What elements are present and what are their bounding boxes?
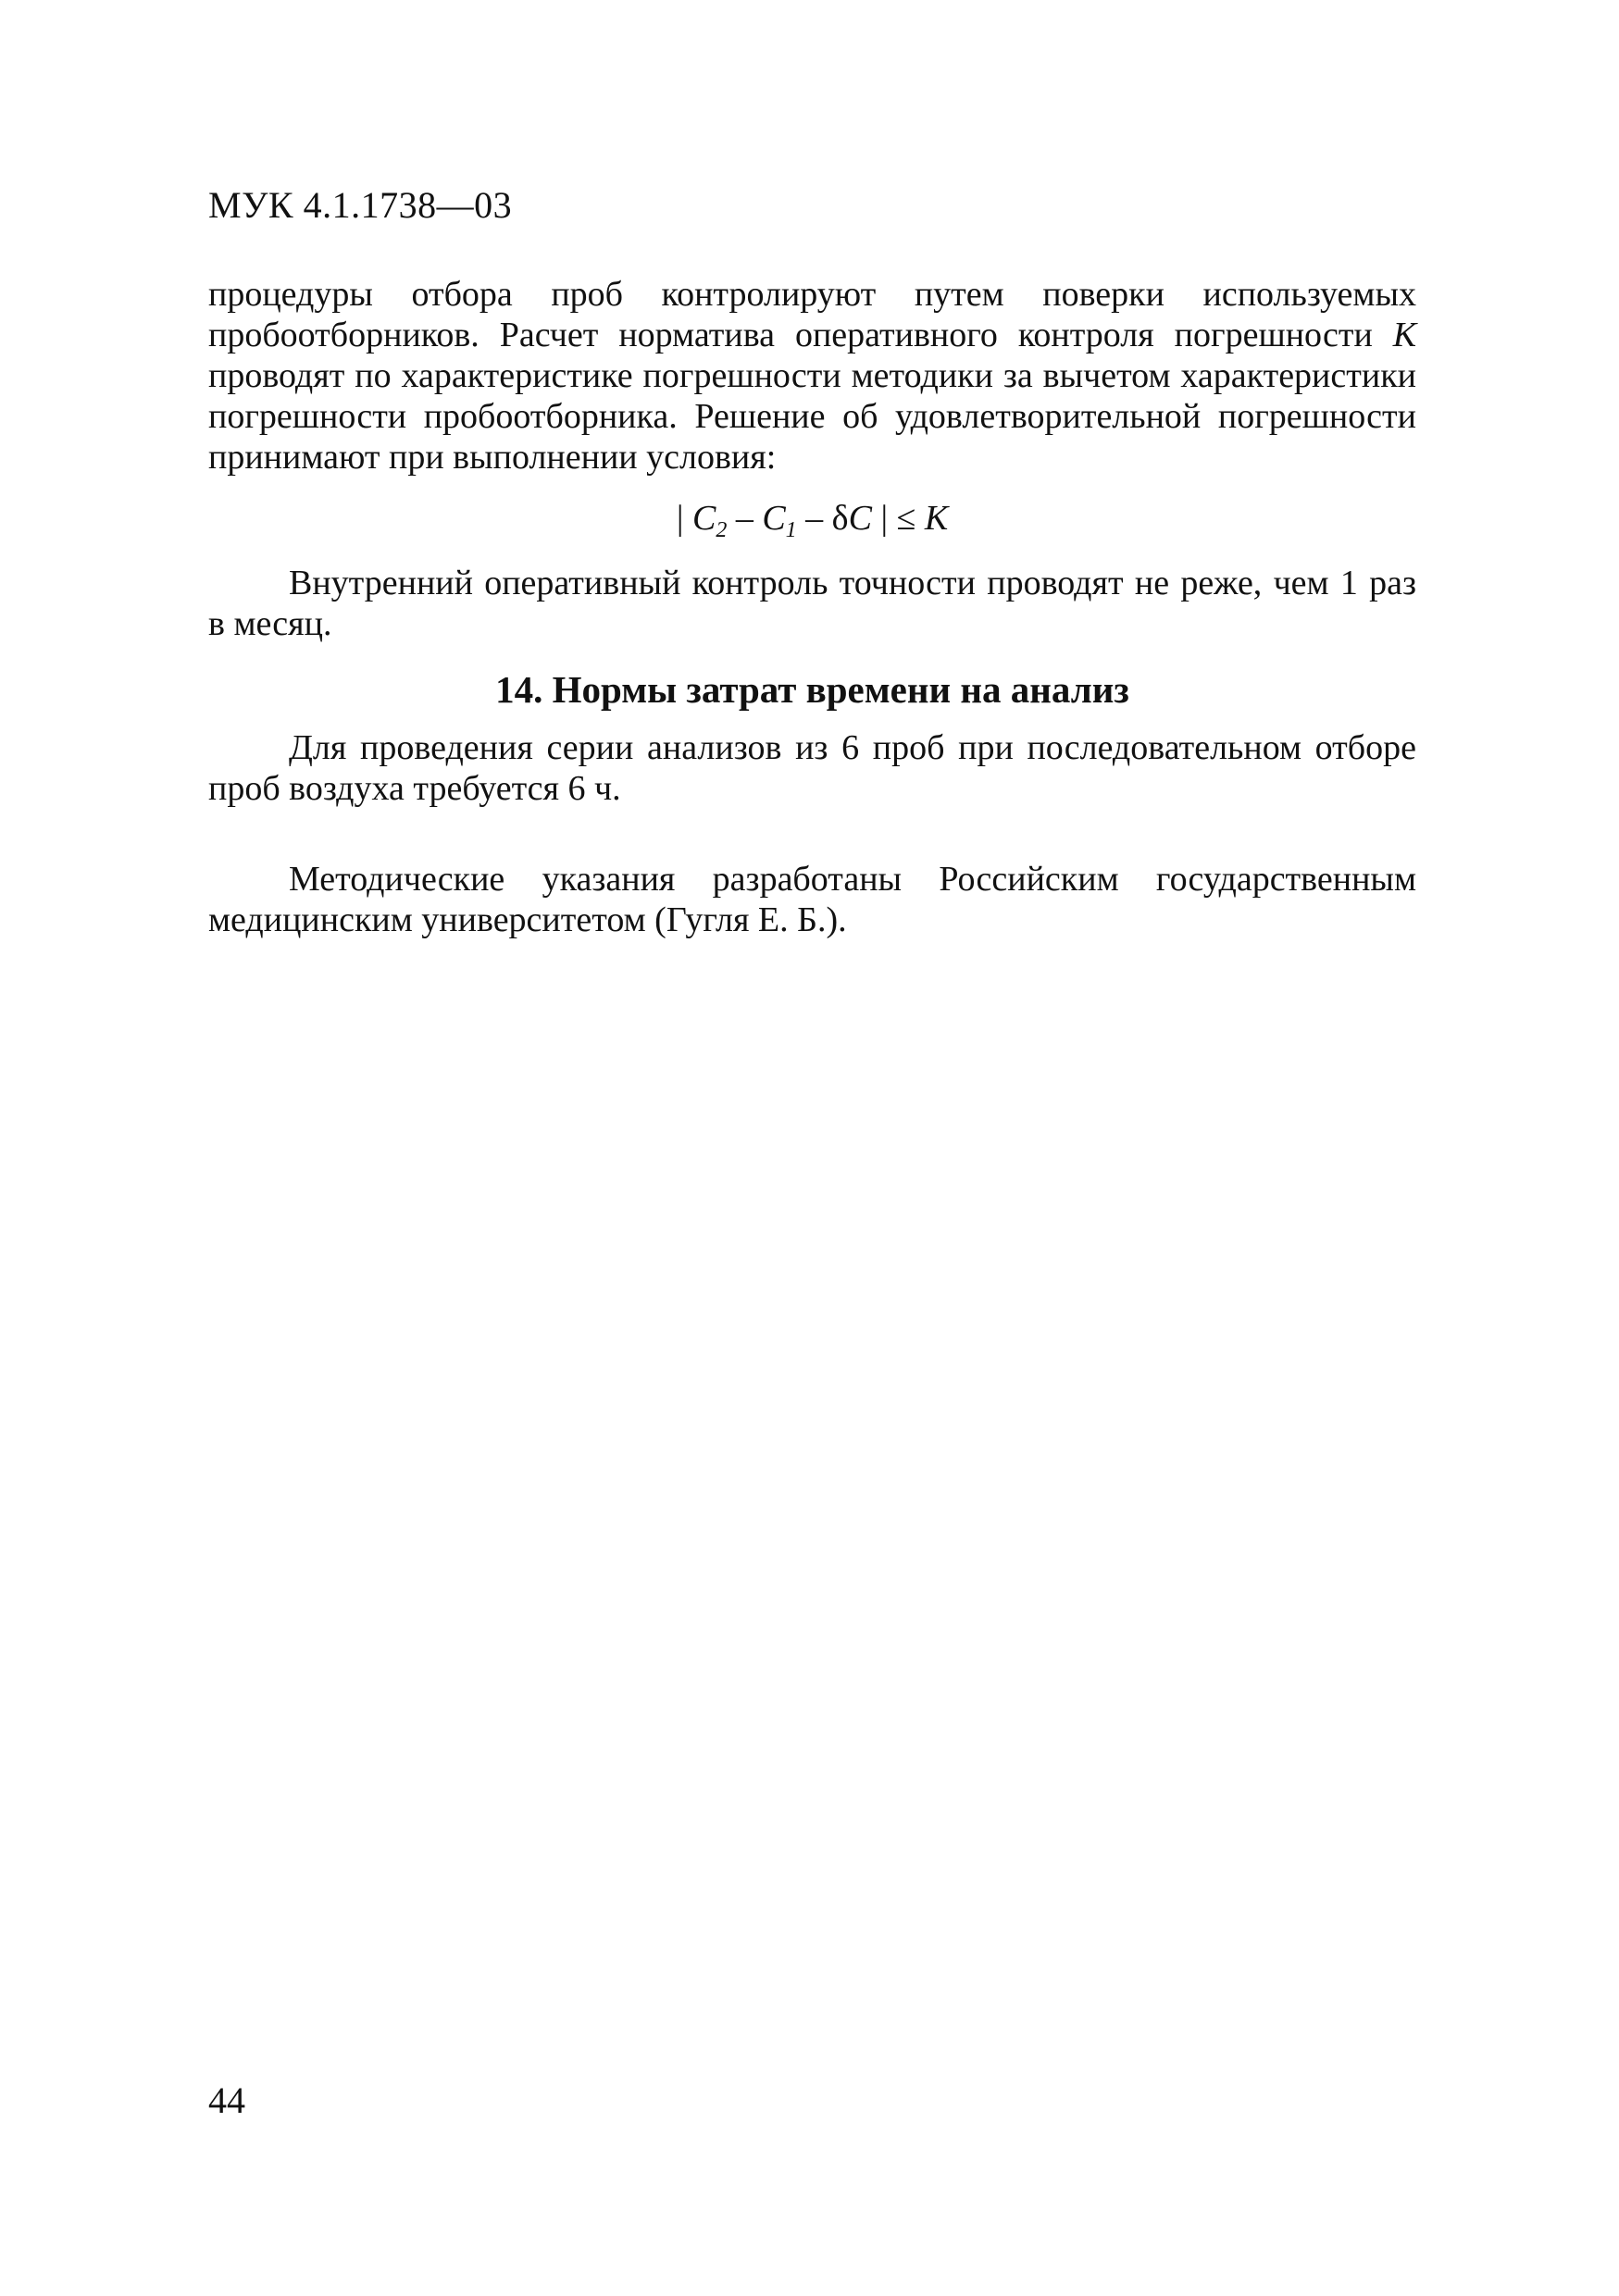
section-title: 14. Нормы затрат времени на анализ	[495, 668, 1129, 711]
formula-delta: δ	[831, 499, 849, 538]
paragraph-text: проводят по характеристике погрешности методики за вычетом характеристики погрешности пробоотборника. Решение об удовлетворительной погрешности принимают при выполнении условия:	[208, 356, 1416, 477]
paragraph-time-norms: Для проведения серии анализов из 6 проб при последовательном отборе проб воздуха требуется 6 ч.	[208, 728, 1416, 808]
formula-abs-left: |	[676, 499, 692, 538]
formula-c2: C	[691, 499, 716, 538]
formula-sub-2: 2	[716, 518, 728, 542]
paragraph-text: процедуры отбора проб контролируют путем поверки используемых пробоотборников. Расчет норматива оперативного контроля погрешности	[208, 275, 1416, 354]
paragraph-sampling-control	[208, 274, 1416, 478]
formula-k: К	[924, 499, 949, 538]
formula-abs-right-leq: | ≤	[871, 499, 925, 538]
formula-minus: –	[727, 499, 763, 538]
document-code-header: МУК 4.1.1738—03	[208, 184, 513, 226]
page-number: 44	[208, 2079, 245, 2121]
error-condition-formula	[208, 496, 1416, 552]
paragraph-internal-control: Внутренний оперативный контроль точности проводят не реже, чем 1 раз в месяц.	[208, 564, 1416, 643]
symbol-k: К	[1392, 316, 1416, 354]
formula-sub-1: 1	[785, 518, 797, 542]
formula-c1: C	[762, 499, 786, 538]
formula-c-delta: C	[848, 499, 872, 538]
paragraph-authors: Методические указания разработаны Российским государственным медицинским университетом (Гугля Е. Б.).	[208, 860, 1416, 939]
formula-minus: –	[796, 499, 832, 538]
